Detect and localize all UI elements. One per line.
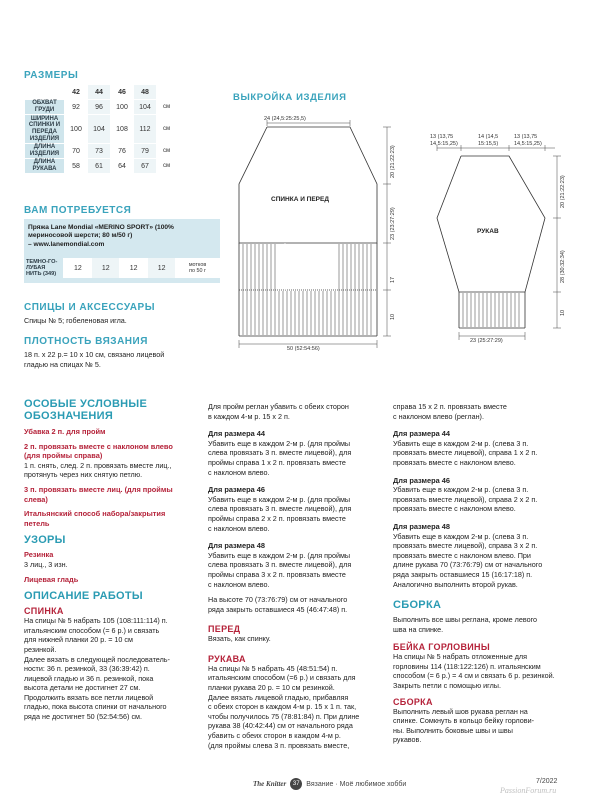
sleeve-outline (437, 156, 545, 292)
cell: 92 (65, 100, 88, 115)
back-title: СПИНКА (24, 606, 64, 617)
footer-tagline: Вязание · Моё любимое хобби (306, 780, 407, 788)
rib-text: 3 лиц., 3 изн. (24, 559, 68, 569)
size-44-text (208, 439, 383, 477)
patterns-title: УЗОРЫ (24, 534, 66, 547)
text-line: провязать вместе лицевой), справа 2 x 2 п. (393, 494, 538, 504)
text-line: слева провязать 3 п. вместе лицевой), для (208, 448, 352, 458)
cell: 67 (134, 159, 157, 174)
sizes-row (25, 159, 177, 174)
col2-intro: Для пройм реглан убавить с обеих сторон (208, 402, 349, 411)
body-label: СПИНКА И ПЕРЕД (271, 196, 329, 203)
assembly-text (393, 615, 578, 634)
text-line: ряда закрыть оставшиеся 15 (16:17:18) п. (393, 569, 533, 579)
body-rib-lines (243, 244, 371, 335)
sleeve-text (208, 664, 383, 750)
size-46-text (208, 495, 383, 533)
text-line: спинке. Сомкнуть в кольцо бейку горлови- (393, 716, 534, 726)
height-text: ряда закрыть оставшиеся 45 (46:47:48) п. (208, 604, 348, 614)
cell: 108 (111, 115, 134, 144)
sleeve-label: РУКАВ (477, 228, 499, 235)
unit: см (157, 115, 177, 144)
text-line: с наклоном влево. (208, 579, 270, 589)
special-item: 3 п. провязать вместе лиц. (для проймы (24, 484, 173, 494)
dim-sleeve-right: 28 (30:32:34) (560, 250, 566, 283)
text-line: Продолжить вязать все петли лицевой (24, 692, 154, 702)
col3-intro: с наклоном влево (реглан). (393, 411, 484, 421)
dim-line: 14,5:15,25) (514, 141, 542, 147)
work-title: ОПИСАНИЕ РАБОТЫ (24, 590, 143, 603)
size-48-text (393, 532, 578, 590)
text-line: высота детали не достигнет 27 см. (24, 683, 141, 693)
size-header: 42 (65, 85, 88, 100)
color-label-line: ТЕМНО-ГО- (26, 258, 58, 265)
dim-line: 14 (14,5 (478, 134, 499, 140)
footer (253, 778, 406, 790)
dim-sleeve-right: 10 (560, 309, 566, 316)
cell: 76 (111, 144, 134, 159)
dim-body-right: 23 (23:27:29) (390, 207, 396, 240)
unit-line: по 50 г (189, 268, 206, 274)
dim-sleeve-top-mid (478, 134, 498, 148)
cell: 70 (65, 144, 88, 159)
stst-title: Лицевая гладь (24, 574, 79, 584)
dim-sleeve-top-left (430, 134, 458, 148)
dim-body-top: 24 (24,5:25:25,5) (264, 116, 306, 122)
text-line: убавить с обеих сторон в каждом 4-м р. (208, 731, 341, 741)
text-line: шва на спинке. (393, 624, 444, 634)
yarn-table (24, 258, 220, 278)
text-line: гладью, пока высота спинки от начального (24, 702, 167, 712)
text-line: способом (= 6 р.) = 4 см и связать 6 р. резинкой. (393, 671, 555, 681)
size-header: 46 (111, 85, 134, 100)
column-2 (208, 402, 383, 750)
gauge-title: ПЛОТНОСТЬ ВЯЗАНИЯ (24, 336, 148, 347)
dim-line: 14,5:15,25) (430, 141, 458, 147)
text-line: планки рукава 20 р. = 10 см резинкой. (208, 683, 335, 693)
needles-text: Спицы № 5; гобеленовая игла. (24, 316, 127, 325)
text-line: с обеих сторон в каждом 4-м р. 15 x 1 п. так, (208, 702, 357, 712)
dim-line: 15:15,5) (478, 141, 499, 147)
sleeve-title: РУКАВА (208, 653, 246, 664)
special-text: 1 п. снять, след. 2 п. провязать вместе лиц., (24, 460, 172, 470)
text-line: провязать вместе лицевой), справа 1 x 2 п. (393, 448, 538, 458)
text-line: итальянским способом (= 6 р.) и связать (24, 625, 160, 635)
text-line: ряда не достигнет 50 (52:54:56) см. (24, 712, 142, 722)
cell: 100 (111, 100, 134, 115)
body-outline (239, 127, 377, 243)
neck-title: БЕЙКА ГОРЛОВИНЫ (393, 642, 490, 653)
column-3 (393, 402, 578, 745)
special-item: Убавка 2 п. для пройм (24, 427, 106, 436)
unit: см (157, 159, 177, 174)
dim-line: 13 (13,75 (514, 134, 538, 140)
page-number: 37 (290, 778, 302, 790)
yarn-line: Пряжа Lane Mondial «MERINO SPORT» (100% (28, 224, 174, 231)
amount-cell: 12 (92, 258, 120, 278)
text-line: На спицы № 5 набрать отложенные для (393, 652, 527, 662)
text-line: рукавов. (393, 735, 422, 745)
gauge-line: гладью на спицах № 5. (24, 360, 101, 369)
unit-line: мотков (188, 262, 207, 268)
amount-cell: 12 (148, 258, 176, 278)
text-line: Убавить еще в каждом 2-м р. (слева 3 п. (393, 438, 529, 448)
text-line: провязать вместе с наклоном влево. При (393, 550, 531, 560)
size-48-title: Для размера 48 (208, 541, 266, 551)
height-text: На высоте 70 (73:76:79) см от начального (208, 595, 348, 605)
amount-cell: 12 (120, 258, 148, 278)
diagram-title: ВЫКРОЙКА ИЗДЕЛИЯ (233, 92, 347, 103)
text-line: Убавить еще в каждом 2-м р. (для проймы (208, 550, 351, 560)
size-48-text (208, 551, 383, 589)
size-header: 48 (134, 85, 157, 100)
size-46-title: Для размера 46 (393, 475, 451, 485)
assembly2-text (393, 707, 578, 745)
row-label: ОБХВАТ ГРУДИ (25, 100, 65, 115)
yarn-line: мериносовой шерсти; 80 м/50 г) (28, 232, 133, 240)
text-line: Аналогично выполнить второй рукав. (393, 579, 518, 589)
special-text: протянуть через них снятую петлю. (24, 470, 143, 480)
text-line: итальянским способом (=6 р.) и связать для (208, 673, 356, 683)
cell: 112 (134, 115, 157, 144)
dim-sleeve-right: 20 (21:22:23) (560, 175, 566, 208)
sizes-header-row (25, 85, 177, 100)
special-title: ОСОБЫЕ УСЛОВНЫЕ (24, 398, 148, 410)
special-title: ОБОЗНАЧЕНИЯ (24, 410, 114, 422)
special-item: 2 п. провязать вместе с наклоном влево (24, 441, 173, 451)
text-line: проймы справа 2 x 2 п. провязать вместе (208, 513, 346, 523)
text-line: резинкой. (24, 644, 57, 654)
dim-body-right: 10 (390, 313, 396, 320)
body-piece (239, 127, 377, 336)
text-line: слева провязать 3 п. вместе лицевой), для (208, 560, 352, 570)
text-line: На спицы № 5 набрать 45 (48:51:54) п. (208, 663, 338, 673)
row-label: ШИРИНА СПИНКИ И ПЕРЕДА ИЗДЕЛИЯ (25, 115, 65, 144)
cell: 104 (134, 100, 157, 115)
row-label: ДЛИНА РУКАВА (25, 159, 65, 174)
dim-sleeve-top-right (514, 134, 542, 148)
text-line: Закрыть петли с помощью иглы. (393, 681, 501, 691)
back-text (24, 616, 204, 722)
text-line: провязать вместе с наклоном влево. (393, 504, 516, 514)
row-label: ДЛИНА ИЗДЕЛИЯ (25, 144, 65, 159)
text-line: лицевой гладью и 36 п. резинкой, пока (24, 673, 154, 683)
amount-cell: 12 (64, 258, 92, 278)
sizes-title: РАЗМЕРЫ (24, 70, 79, 81)
color-label (24, 258, 64, 278)
dim-line: 13 (13,75 (430, 134, 454, 140)
color-label-line: НИТЬ (349) (26, 271, 57, 278)
col2-intro: в каждом 4-м р. 15 x 2 п. (208, 411, 290, 421)
sizes-row (25, 100, 177, 115)
sizes-table (24, 84, 177, 174)
text-line: Далее вязать лицевой гладью, прибавляя (208, 692, 349, 702)
front-text: Вязать, как спинку. (208, 634, 271, 644)
size-header: 44 (88, 85, 111, 100)
text-line: рукава 38 (40:42:44) см от начального ряда (208, 721, 353, 731)
assembly2-title: СБОРКА (393, 696, 433, 707)
dim-body-right: 20 (21:22:23) (390, 145, 396, 178)
text-line: слева провязать 3 п. вместе лицевой), для (208, 504, 352, 514)
text-line: с наклоном влево. (208, 523, 270, 533)
special-item: (для проймы справа) (24, 451, 103, 461)
unit: см (157, 100, 177, 115)
size-46-text (393, 485, 578, 514)
text-line: Выполнить все швы реглана, кроме левого (393, 615, 538, 625)
text-line: ности: 36 п. резинкой, 33 (36:39:42) п. (24, 664, 150, 674)
text-line: горловины 114 (118:122:126) п. итальянским (393, 661, 541, 671)
dim-body-bottom: 50 (52:54:56) (287, 346, 320, 352)
cell: 96 (88, 100, 111, 115)
sizes-row (25, 115, 177, 144)
cell: 79 (134, 144, 157, 159)
col3-intro: справа 15 x 2 п. провязать вместе (393, 402, 507, 411)
amount-unit (176, 258, 220, 278)
text-line: Убавить еще в каждом 2-м р. (для проймы (208, 494, 351, 504)
text-line: Убавить еще в каждом 2-м р. (слева 3 п. (393, 531, 529, 541)
assembly-title: СБОРКА (393, 599, 442, 612)
dim-body-right: 17 (390, 276, 396, 283)
cell: 64 (111, 159, 134, 174)
text-line: с наклоном влево. (208, 467, 270, 477)
cell: 61 (88, 159, 111, 174)
text-line: провязать вместе с наклоном влево. (393, 457, 516, 467)
text-line: провязать вместе лицевой), справа 3 x 2 п. (393, 541, 538, 551)
cell: 58 (65, 159, 88, 174)
front-title: ПЕРЕД (208, 624, 241, 635)
watermark: PassionForum.ru (500, 786, 557, 795)
special-item: Итальянский способ набора/закрытия (24, 509, 166, 519)
gauge-line: 18 п. x 22 р.= 10 x 10 см, связано лицевой (24, 350, 165, 359)
special-item: петель (24, 518, 50, 528)
dim-sleeve-bottom: 23 (25:27:29) (470, 338, 503, 344)
materials-title: ВАМ ПОТРЕБУЕТСЯ (24, 205, 132, 216)
column-1 (24, 398, 204, 722)
size-44-title: Для размера 44 (208, 429, 266, 439)
text-line: проймы справа 1 x 2 п. провязать вместе (208, 457, 346, 467)
text-line: Убавить еще в каждом 2-м р. (слева 3 п. (393, 485, 529, 495)
color-label-line: ЛУБАЯ (26, 264, 46, 271)
size-44-text (393, 439, 578, 468)
sleeve-rib-lines (463, 293, 519, 327)
text-line: (для проймы слева 3 п. провязать вместе, (208, 740, 350, 750)
sizes-row (25, 144, 177, 159)
size-46-title: Для размера 46 (208, 485, 266, 495)
unit: см (157, 144, 177, 159)
text-line: На спицы № 5 набрать 105 (108:111:114) п. (24, 616, 168, 626)
yarn-line: – www.lanemondial.com (28, 240, 105, 248)
text-line: чтобы получилось 75 (78:81:84) п. При длине (208, 711, 360, 721)
needles-title: СПИЦЫ И АКСЕССУАРЫ (24, 302, 155, 313)
text-line: Убавить еще в каждом 2-м р. (для проймы (208, 438, 351, 448)
cell: 104 (88, 115, 111, 144)
size-48-title: Для размера 48 (393, 521, 451, 531)
footer-brand: The Knitter (253, 780, 287, 788)
text-line: длине рукава 70 (73:76:79) см от начального (393, 560, 543, 570)
text-line: Далее вязать в следующей последователь- (24, 654, 170, 664)
special-item: слева) (24, 494, 48, 504)
rib-title: Резинка (24, 550, 54, 560)
neck-text (393, 652, 578, 690)
size-44-title: Для размера 44 (393, 429, 451, 439)
text-line: для нижней планки 20 р. = 10 см (24, 635, 133, 645)
text-line: проймы справа 3 x 2 п. провязать вместе (208, 569, 346, 579)
cell: 100 (65, 115, 88, 144)
text-line: ны. Выполнить боковые швы и швы (393, 725, 513, 735)
text-line: Выполнить левый шов рукава реглан на (393, 706, 528, 716)
cell: 73 (88, 144, 111, 159)
issue-number: 7/2022 (536, 778, 558, 785)
